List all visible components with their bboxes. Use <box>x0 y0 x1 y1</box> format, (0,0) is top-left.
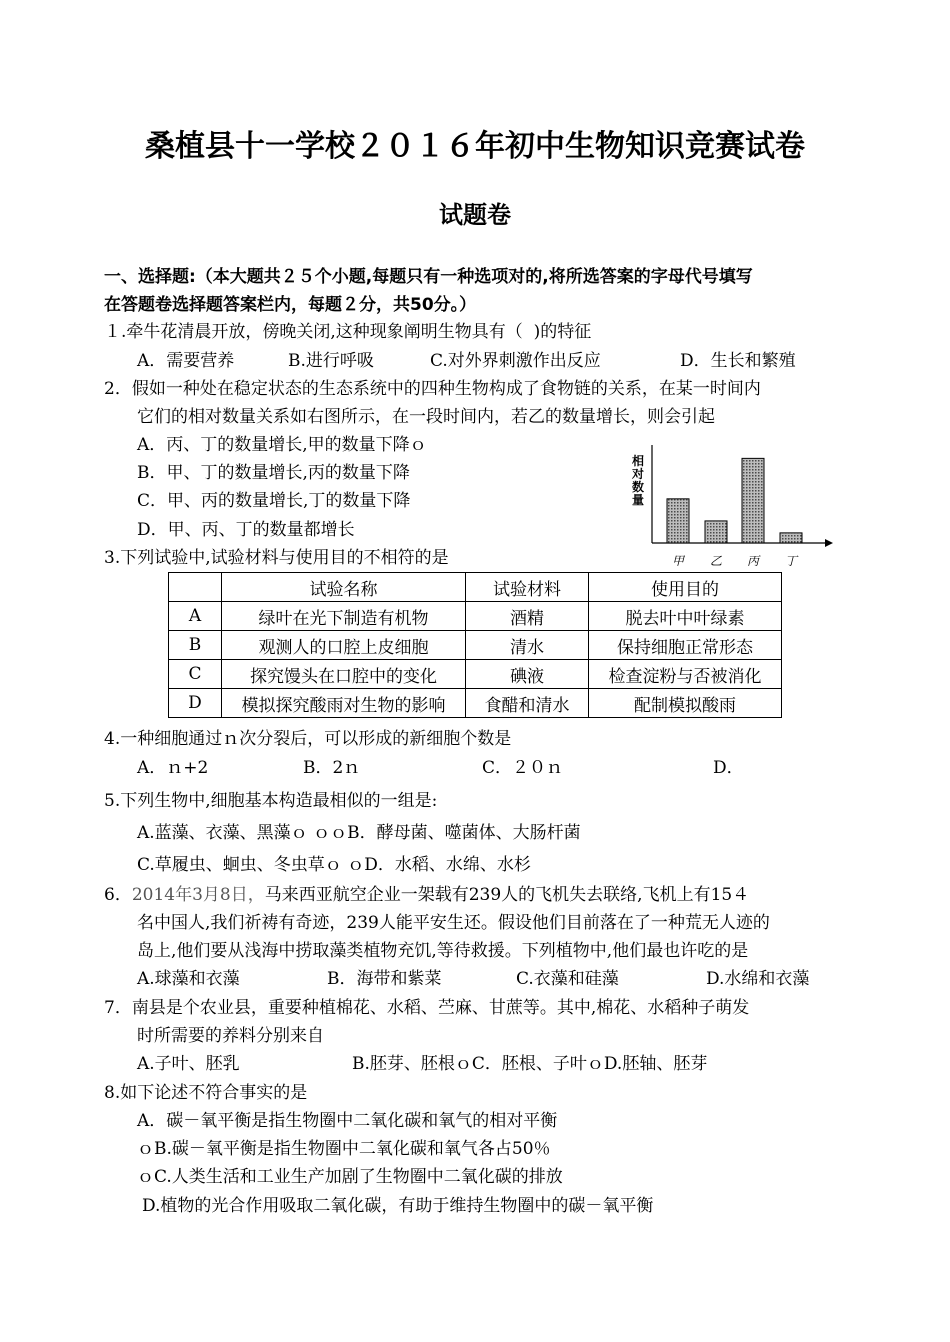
table-cell: 碘液 <box>466 660 589 689</box>
q3-stem: 3.下列试验中,试验材料与使用目的不相符的是 <box>104 548 449 568</box>
section-header-line2: 在答题卷选择题答案栏内，每题２分，共50分。） <box>104 295 477 315</box>
q4-option-d: D． <box>713 758 744 778</box>
bar-乙 <box>705 521 727 543</box>
q1-stem: １.牵牛花清晨开放，傍晚关闭,这种现象阐明生物具有（ )的特征 <box>104 322 592 342</box>
table-header-cell: 试验材料 <box>466 573 589 602</box>
table-cell: 观测人的口腔上皮细胞 <box>222 631 466 660</box>
q5-stem: 5.下列生物中,细胞基本构造最相似的一组是: <box>104 791 438 811</box>
q8-option-c: ｏC.人类生活和工业生产加剧了生物圈中二氧化碳的排放 <box>137 1167 563 1187</box>
table-cell: 食醋和清水 <box>466 689 589 718</box>
q7-options-bcd: B.胚芽、胚根ｏC．胚根、子叶ｏD.胚轴、胚芽 <box>352 1054 708 1074</box>
q6-stem-rest: 马来西亚航空企业一架载有239人的飞机失去联络,飞机上有15４ <box>264 885 750 905</box>
q5-options-line1: A.蓝藻、衣藻、黑藻ｏ ｏｏB．酵母菌、噬菌体、大肠杆菌 <box>137 823 581 843</box>
relative-quantity-bar-chart <box>620 445 835 570</box>
q6-stem-line1 <box>104 884 749 906</box>
q1-option-b: B.进行呼吸 <box>288 351 374 371</box>
exam-subtitle: 试题卷 <box>439 201 511 229</box>
q4-stem: 4.一种细胞通过ｎ次分裂后，可以形成的新细胞个数是 <box>104 729 512 749</box>
table-cell: 探究馒头在口腔中的变化 <box>222 660 466 689</box>
table-cell: 检查淀粉与否被消化 <box>589 660 782 689</box>
q4-option-a: A．ｎ+2 <box>137 758 209 778</box>
q2-option-a: A．丙、丁的数量增长,甲的数量下降ｏ <box>137 435 427 455</box>
q7-option-a: A.子叶、胚乳 <box>137 1054 240 1074</box>
q7-stem-line1: 7．南县是个农业县，重要种植棉花、水稻、苎麻、甘蔗等。其中,棉花、水稻种子萌发 <box>104 998 750 1018</box>
q2-option-b: B．甲、丁的数量增长,丙的数量下降 <box>137 463 410 483</box>
table-cell: 清水 <box>466 631 589 660</box>
y-axis-label <box>631 453 644 507</box>
q2-option-c: C．甲、丙的数量增长,丁的数量下降 <box>137 491 411 511</box>
x-tick-label: 乙 <box>709 554 723 568</box>
table-cell: B <box>169 631 222 660</box>
q6-option-b: B．海带和紫菜 <box>327 969 442 989</box>
q6-stem-line2: 名中国人,我们祈祷有奇迹，239人能平安生还。假设他们目前落在了一种荒无人迹的 <box>137 913 770 933</box>
q5-options-line2: C.草履虫、蛔虫、冬虫草ｏ ｏD．水稻、水绵、水杉 <box>137 855 531 875</box>
q4-option-b: B．2ｎ <box>303 758 361 778</box>
section-header-line1: 一、选择题:（本大题共２５个小题,每题只有一种选项对的,将所选答案的字母代号填写 <box>104 267 753 287</box>
q1-option-a: A．需要营养 <box>137 351 235 371</box>
x-tick-label: 甲 <box>671 554 685 568</box>
x-tick-label: 丙 <box>746 554 760 568</box>
bar-甲 <box>667 499 689 543</box>
table-cell: 模拟探究酸雨对生物的影响 <box>222 689 466 718</box>
q2-stem-line2: 它们的相对数量关系如右图所示，在一段时间内，若乙的数量增长，则会引起 <box>137 407 715 427</box>
q4-option-c: C．２０ｎ <box>482 758 564 778</box>
table-row <box>169 689 782 718</box>
q6-option-a: A.球藻和衣藻 <box>137 969 240 989</box>
exam-title: 桑植县十一学校２０１６年初中生物知识竞赛试卷 <box>145 129 805 164</box>
table-header-row <box>169 573 782 602</box>
table-header-cell: 试验名称 <box>222 573 466 602</box>
table-row <box>169 602 782 631</box>
q8-option-d: D.植物的光合作用吸取二氧化碳，有助于维持生物圈中的碳－氧平衡 <box>142 1196 654 1216</box>
table-cell: 保持细胞正常形态 <box>589 631 782 660</box>
table-cell: A <box>169 602 222 631</box>
x-tick-label: 丁 <box>784 554 798 568</box>
y-axis-label-text: 相对数量 <box>631 454 645 507</box>
table-cell: 脱去叶中叶绿素 <box>589 602 782 631</box>
q2-option-d: D．甲、丙、丁的数量都增长 <box>137 520 355 540</box>
bar-丁 <box>780 533 802 543</box>
q8-stem: 8.如下论述不符合事实的是 <box>104 1083 308 1103</box>
table-cell: 绿叶在光下制造有机物 <box>222 602 466 631</box>
table-row <box>169 660 782 689</box>
experiment-table <box>168 572 782 718</box>
q6-date: 2014年3月8日， <box>131 885 265 905</box>
q6-number: 6． <box>104 885 132 905</box>
bar-丙 <box>742 458 764 543</box>
table-row <box>169 631 782 660</box>
x-axis-arrow <box>825 539 833 547</box>
q8-option-a: A．碳－氧平衡是指生物圈中二氧化碳和氧气的相对平衡 <box>137 1111 558 1131</box>
table-header-cell <box>169 573 222 602</box>
table-cell: D <box>169 689 222 718</box>
q6-stem-line3: 岛上,他们要从浅海中捞取藻类植物充饥,等待救援。下列植物中,他们最也许吃的是 <box>137 941 749 961</box>
q6-option-d: D.水绵和衣藻 <box>706 969 810 989</box>
q2-stem-line1: 2．假如一种处在稳定状态的生态系统中的四种生物构成了食物链的关系，在某一时间内 <box>104 379 761 399</box>
table-cell: 酒精 <box>466 602 589 631</box>
q1-option-d: D．生长和繁殖 <box>680 351 796 371</box>
table-cell: 配制模拟酸雨 <box>589 689 782 718</box>
q6-option-c: C.衣藻和硅藻 <box>516 969 619 989</box>
q8-option-b: ｏB.碳－氧平衡是指生物圈中二氧化碳和氧气各占50％ <box>137 1139 551 1159</box>
q7-stem-line2: 时所需要的养料分别来自 <box>137 1026 324 1046</box>
table-header-cell: 使用目的 <box>589 573 782 602</box>
table-cell: C <box>169 660 222 689</box>
q1-option-c: C.对外界刺激作出反应 <box>430 351 601 371</box>
